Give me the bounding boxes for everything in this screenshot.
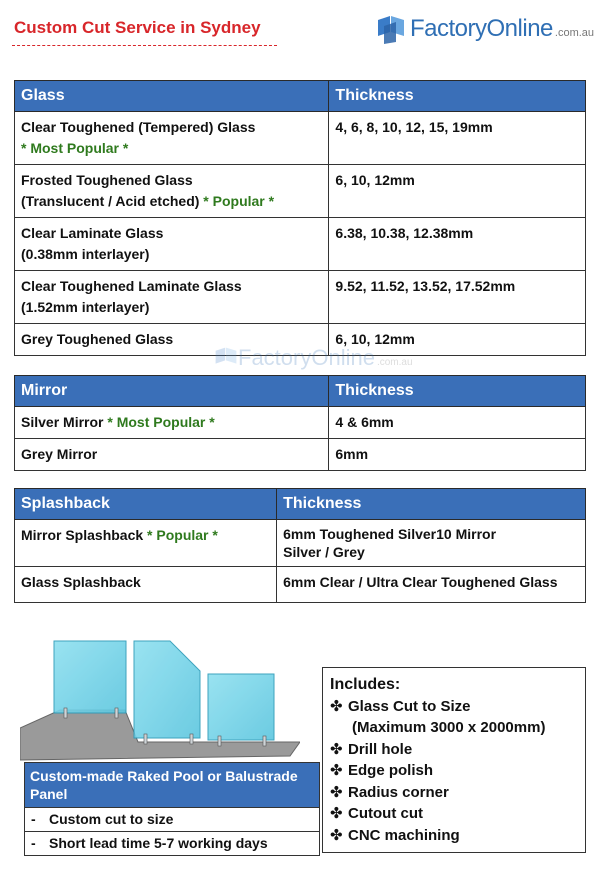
clover-bullet-icon: ✤ xyxy=(330,762,343,779)
splashback-name-cell xyxy=(15,520,277,567)
splashback-name-cell: Glass Splashback xyxy=(15,567,277,603)
spigot xyxy=(115,708,118,718)
includes-item-text: Edge polish xyxy=(348,762,434,779)
table-row xyxy=(15,271,586,324)
page-title: Custom Cut Service in Sydney xyxy=(14,18,261,37)
glass-name: Clear Laminate Glass xyxy=(21,225,164,241)
includes-item xyxy=(330,739,578,761)
includes-item-text: Radius corner xyxy=(348,783,449,801)
spigot xyxy=(263,736,266,746)
panel-feature-text: Custom cut to size xyxy=(49,811,174,827)
glass-name: Frosted Toughened Glass xyxy=(21,172,193,188)
thickness-cell: 4 & 6mm xyxy=(329,407,586,439)
glass-desc: (0.38mm interlayer) xyxy=(21,246,150,262)
glass-desc: (1.52mm interlayer) xyxy=(21,299,150,315)
logo-brand-text: FactoryOnline xyxy=(410,15,553,42)
panel-title: Custom-made Raked Pool or Balustrade Panel xyxy=(25,763,319,807)
table-row xyxy=(15,165,586,218)
glass-name: Clear Toughened (Tempered) Glass xyxy=(21,119,256,135)
glass-name-cell xyxy=(15,218,329,271)
watermark-tld-text: .com.au xyxy=(376,356,413,368)
splashback-name: Mirror Splashback xyxy=(21,527,144,543)
thickness-line: Silver / Grey xyxy=(283,544,365,560)
thickness-line: 6mm Toughened Silver10 Mirror xyxy=(283,526,497,542)
mirror-name-cell xyxy=(15,407,329,439)
clover-bullet-icon: ✤ xyxy=(330,783,343,801)
table-row xyxy=(15,218,586,271)
glass-panel-raked xyxy=(134,641,200,738)
includes-item xyxy=(330,803,578,825)
mirror-col-header: Mirror xyxy=(15,376,329,407)
popular-badge: * Most Popular * xyxy=(21,140,129,156)
glass-panel-illustration xyxy=(20,638,300,762)
thickness-cell: 6mm xyxy=(329,439,586,471)
glass-name-cell xyxy=(15,112,329,165)
dash-bullet: - xyxy=(31,811,36,827)
table-row xyxy=(15,112,586,165)
splashback-col-header: Splashback xyxy=(15,489,277,520)
includes-box xyxy=(322,667,586,853)
title-underline xyxy=(12,45,277,46)
spigot xyxy=(190,734,193,744)
thickness-col-header: Thickness xyxy=(329,376,586,407)
clover-bullet-icon: ✤ xyxy=(330,740,343,758)
table-row xyxy=(15,439,586,471)
logo-tld-text: .com.au xyxy=(554,27,595,39)
includes-item-text: Glass Cut to Size xyxy=(348,697,471,715)
popular-badge: * Popular * xyxy=(203,193,275,209)
clover-bullet-icon: ✤ xyxy=(330,826,343,844)
glass-panel xyxy=(208,674,274,740)
thickness-col-header: Thickness xyxy=(329,81,586,112)
factoryonline-logo[interactable] xyxy=(376,12,594,46)
table-row xyxy=(15,407,586,439)
mirror-table xyxy=(14,375,586,471)
watermark-brand-text: FactoryOnline xyxy=(238,345,375,370)
splashback-table xyxy=(14,488,586,603)
glass-col-header: Glass xyxy=(15,81,329,112)
includes-item-text: Cutout cut xyxy=(348,805,423,822)
includes-item xyxy=(330,825,578,847)
factoryonline-watermark xyxy=(214,344,413,372)
glass-name-cell: Grey Toughened Glass xyxy=(15,324,329,356)
clover-bullet-icon: ✤ xyxy=(330,697,343,715)
logo-cube-icon xyxy=(376,12,406,46)
glass-table-header xyxy=(15,81,586,112)
glass-desc: (Translucent / Acid etched) xyxy=(21,193,200,209)
splashback-table-header xyxy=(15,489,586,520)
thickness-cell xyxy=(277,520,586,567)
glass-name-cell xyxy=(15,165,329,218)
includes-title: Includes: xyxy=(330,676,401,693)
mirror-name: Silver Mirror xyxy=(21,414,104,430)
spigot xyxy=(64,708,67,718)
glass-table xyxy=(14,80,586,356)
panel-feature-text: Short lead time 5-7 working days xyxy=(49,835,268,851)
spigot xyxy=(218,736,221,746)
thickness-col-header: Thickness xyxy=(277,489,586,520)
thickness-cell: 6, 10, 12mm xyxy=(329,324,586,356)
thickness-cell: 9.52, 11.52, 13.52, 17.52mm xyxy=(329,271,586,324)
includes-item xyxy=(330,760,578,782)
clover-bullet-icon: ✤ xyxy=(330,805,343,822)
dash-bullet: - xyxy=(31,835,36,851)
mirror-name-cell: Grey Mirror xyxy=(15,439,329,471)
thickness-cell: 4, 6, 8, 10, 12, 15, 19mm xyxy=(329,112,586,165)
thickness-cell: 6.38, 10.38, 12.38mm xyxy=(329,218,586,271)
glass-panel xyxy=(54,641,126,713)
table-row xyxy=(15,567,586,603)
includes-item xyxy=(330,696,578,718)
glass-name: Clear Toughened Laminate Glass xyxy=(21,278,242,294)
popular-badge: * Most Popular * xyxy=(107,414,215,430)
panel-feature-item xyxy=(25,807,319,831)
table-row xyxy=(15,520,586,567)
popular-badge: * Popular * xyxy=(147,527,218,543)
panel-feature-item xyxy=(25,831,319,855)
mirror-table-header xyxy=(15,376,586,407)
watermark-cube-icon xyxy=(214,344,238,372)
includes-item-text: CNC machining xyxy=(348,826,460,844)
glass-name-cell xyxy=(15,271,329,324)
panel-feature-box xyxy=(24,762,320,856)
includes-item-note: (Maximum 3000 x 2000mm) xyxy=(352,719,546,736)
spigot xyxy=(144,734,147,744)
includes-item-text: Drill hole xyxy=(348,740,413,758)
thickness-cell: 6mm Clear / Ultra Clear Toughened Glass xyxy=(277,567,586,603)
thickness-cell: 6, 10, 12mm xyxy=(329,165,586,218)
includes-item xyxy=(330,782,578,804)
